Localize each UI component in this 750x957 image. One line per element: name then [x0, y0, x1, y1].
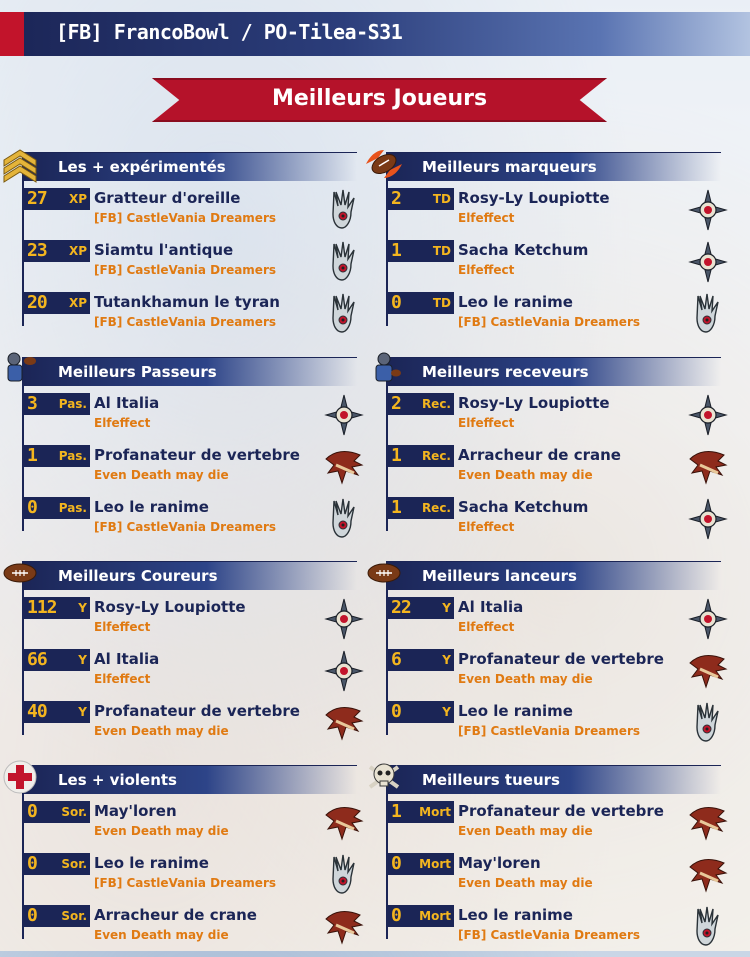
catcher-icon: [364, 349, 404, 389]
stat-value: 27: [27, 188, 47, 209]
undead-hand-icon: [688, 905, 728, 949]
section-meilleurs-coureurs: [12, 561, 357, 736]
team-name[interactable]: Even Death may die: [94, 824, 229, 838]
stat-badge: [388, 188, 454, 210]
stat-badge: [24, 188, 90, 210]
stat-badge: [388, 240, 454, 262]
player-name[interactable]: May'loren: [458, 854, 541, 872]
stat-value: 40: [27, 701, 47, 722]
stat-unit: Rec.: [421, 449, 451, 463]
player-row: [388, 905, 721, 957]
stat-value: 1: [27, 445, 37, 466]
player-row: [24, 853, 357, 905]
player-name[interactable]: Siamtu l'antique: [94, 241, 234, 259]
stat-unit: Y: [78, 601, 87, 615]
stat-badge: [24, 905, 90, 927]
stat-badge: [388, 497, 454, 519]
player-name[interactable]: Profanateur de vertebre: [94, 446, 300, 464]
player-row: [24, 801, 357, 853]
team-name[interactable]: Elfeffect: [94, 672, 151, 686]
stat-value: 22: [391, 597, 411, 618]
stat-value: 23: [27, 240, 47, 261]
dragon-wing-icon: [324, 801, 364, 845]
section-header: [22, 357, 357, 386]
player-row: [388, 188, 721, 240]
player-row: [24, 497, 357, 549]
stat-badge: [24, 853, 90, 875]
player-row: [24, 240, 357, 292]
elf-star-icon: [324, 597, 364, 641]
dragon-wing-icon: [688, 445, 728, 489]
undead-hand-icon: [324, 188, 364, 232]
team-name[interactable]: [FB] CastleVania Dreamers: [94, 520, 277, 534]
stat-unit: Mort: [419, 909, 451, 923]
section-meilleurs-marqueurs: [376, 152, 721, 327]
player-name[interactable]: Sacha Ketchum: [458, 241, 589, 259]
section-meilleurs-passeurs: [12, 357, 357, 532]
elf-star-icon: [688, 240, 728, 284]
stat-unit: Y: [442, 653, 451, 667]
section-header: [386, 152, 721, 181]
section-title: Meilleurs tueurs: [422, 771, 560, 789]
elf-star-icon: [688, 393, 728, 437]
stat-unit: Mort: [419, 805, 451, 819]
stat-value: 2: [391, 393, 401, 414]
stat-value: 0: [27, 905, 37, 926]
team-name[interactable]: Even Death may die: [94, 724, 229, 738]
elf-star-icon: [688, 188, 728, 232]
section-title: Meilleurs Passeurs: [58, 363, 217, 381]
section-title: Les + violents: [58, 771, 177, 789]
stat-unit: Pas.: [58, 397, 87, 411]
stat-unit: Rec.: [421, 501, 451, 515]
stat-badge: [388, 649, 454, 671]
team-name[interactable]: [FB] CastleVania Dreamers: [458, 928, 641, 942]
player-name[interactable]: Tutankhamun le tyran: [94, 293, 280, 311]
player-name[interactable]: Leo le ranime: [94, 854, 209, 872]
team-name[interactable]: [FB] CastleVania Dreamers: [94, 876, 277, 890]
section-meilleurs-tueurs: [376, 765, 721, 940]
stat-badge: [388, 701, 454, 723]
undead-hand-icon: [324, 292, 364, 336]
stat-value: 20: [27, 292, 47, 313]
dragon-wing-icon: [324, 701, 364, 745]
stat-badge: [24, 497, 90, 519]
stat-badge: [388, 292, 454, 314]
football-icon: [0, 553, 40, 593]
stat-unit: XP: [68, 296, 87, 310]
team-name[interactable]: Even Death may die: [458, 672, 593, 686]
section-meilleurs-lanceurs: [376, 561, 721, 736]
player-row: [24, 188, 357, 240]
section-header: [386, 561, 721, 590]
chevron-rank-icon: [0, 144, 40, 184]
player-name[interactable]: May'loren: [94, 802, 177, 820]
stat-badge: [388, 393, 454, 415]
stat-value: 1: [391, 240, 401, 261]
player-row: [24, 649, 357, 701]
stat-badge: [388, 801, 454, 823]
team-name[interactable]: [FB] CastleVania Dreamers: [94, 211, 277, 225]
skull-icon: [364, 757, 404, 797]
stat-unit: Y: [442, 705, 451, 719]
stat-unit: Y: [78, 653, 87, 667]
page-title: [FB] FrancoBowl / PO-Tilea-S31: [56, 20, 403, 44]
stat-value: 1: [391, 445, 401, 466]
player-row: [388, 801, 721, 853]
player-name[interactable]: Al Italia: [458, 598, 524, 616]
stat-value: 66: [27, 649, 47, 670]
player-name[interactable]: Profanateur de vertebre: [458, 650, 664, 668]
stat-unit: TD: [432, 296, 451, 310]
thrower-icon: [0, 349, 40, 389]
stat-value: 0: [391, 853, 401, 874]
team-name[interactable]: [FB] CastleVania Dreamers: [458, 315, 641, 329]
dragon-wing-icon: [688, 801, 728, 845]
stat-value: 3: [27, 393, 37, 414]
red-cross-icon: [0, 757, 40, 797]
player-name[interactable]: Arracheur de crane: [458, 446, 621, 464]
player-row: [24, 292, 357, 344]
player-row: [388, 240, 721, 292]
section-header: [386, 357, 721, 386]
player-name[interactable]: Leo le ranime: [458, 293, 573, 311]
player-row: [388, 393, 721, 445]
stat-unit: TD: [432, 192, 451, 206]
elf-star-icon: [324, 649, 364, 693]
stat-badge: [388, 597, 454, 619]
dragon-wing-icon: [324, 445, 364, 489]
stat-badge: [24, 649, 90, 671]
stat-badge: [24, 701, 90, 723]
flaming-ball-icon: [364, 144, 404, 184]
stat-unit: Y: [442, 601, 451, 615]
football-icon: [364, 553, 404, 593]
player-row: [388, 853, 721, 905]
player-name[interactable]: Leo le ranime: [94, 498, 209, 516]
section-title: Meilleurs marqueurs: [422, 158, 597, 176]
team-name[interactable]: Elfeffect: [458, 263, 515, 277]
player-name[interactable]: Profanateur de vertebre: [94, 702, 300, 720]
section-title: Meilleurs Coureurs: [58, 567, 218, 585]
section-les-experimentes: [12, 152, 357, 327]
team-name[interactable]: Elfeffect: [94, 620, 151, 634]
section-banner: [152, 78, 607, 122]
stat-value: 2: [391, 188, 401, 209]
team-name[interactable]: [FB] CastleVania Dreamers: [94, 315, 277, 329]
player-name[interactable]: Leo le ranime: [458, 906, 573, 924]
player-row: [24, 445, 357, 497]
stat-value: 1: [391, 801, 401, 822]
elf-star-icon: [324, 393, 364, 437]
stat-value: 1: [391, 497, 401, 518]
stat-unit: XP: [68, 192, 87, 206]
undead-hand-icon: [688, 292, 728, 336]
stat-value: 0: [391, 701, 401, 722]
stat-badge: [24, 597, 90, 619]
section-title: Meilleurs receveurs: [422, 363, 589, 381]
player-name[interactable]: Rosy-Ly Loupiotte: [458, 189, 610, 207]
section-title: Meilleurs lanceurs: [422, 567, 577, 585]
section-header: [22, 561, 357, 590]
stat-value: 0: [391, 905, 401, 926]
section-meilleurs-receveurs: [376, 357, 721, 532]
dragon-wing-icon: [688, 853, 728, 897]
header-bar: [0, 12, 750, 56]
player-name[interactable]: Sacha Ketchum: [458, 498, 589, 516]
team-name[interactable]: Even Death may die: [458, 468, 593, 482]
undead-hand-icon: [688, 701, 728, 745]
player-row: [24, 393, 357, 445]
stat-unit: TD: [432, 244, 451, 258]
team-name[interactable]: Elfeffect: [458, 520, 515, 534]
player-row: [388, 649, 721, 701]
player-row: [388, 597, 721, 649]
stat-unit: Sor.: [61, 857, 87, 871]
elf-star-icon: [688, 597, 728, 641]
team-name[interactable]: Elfeffect: [458, 211, 515, 225]
team-name[interactable]: Even Death may die: [458, 876, 593, 890]
section-title: Les + expérimentés: [58, 158, 226, 176]
player-row: [24, 597, 357, 649]
stat-badge: [24, 393, 90, 415]
banner-title: Meilleurs Joueurs: [271, 86, 488, 111]
undead-hand-icon: [324, 240, 364, 284]
stat-value: 112: [27, 597, 57, 618]
team-name[interactable]: Elfeffect: [458, 416, 515, 430]
stat-badge: [24, 445, 90, 467]
player-name[interactable]: Gratteur d'oreille: [94, 189, 241, 207]
stat-value: 6: [391, 649, 401, 670]
team-name[interactable]: Even Death may die: [94, 928, 229, 942]
stat-badge: [388, 445, 454, 467]
player-row: [388, 292, 721, 344]
stat-unit: Sor.: [61, 909, 87, 923]
stat-badge: [24, 292, 90, 314]
team-name[interactable]: [FB] CastleVania Dreamers: [94, 263, 277, 277]
stat-unit: Rec.: [421, 397, 451, 411]
stat-value: 0: [27, 853, 37, 874]
stat-unit: XP: [68, 244, 87, 258]
stat-unit: Sor.: [61, 805, 87, 819]
undead-hand-icon: [324, 497, 364, 541]
player-row: [388, 701, 721, 753]
player-name[interactable]: Rosy-Ly Loupiotte: [94, 598, 246, 616]
dragon-wing-icon: [688, 649, 728, 693]
stat-value: 0: [27, 497, 37, 518]
stat-badge: [24, 240, 90, 262]
stat-unit: Mort: [419, 857, 451, 871]
player-name[interactable]: Al Italia: [94, 394, 160, 412]
stat-value: 0: [27, 801, 37, 822]
stat-unit: Y: [78, 705, 87, 719]
player-row: [388, 445, 721, 497]
dragon-wing-icon: [324, 905, 364, 949]
elf-star-icon: [688, 497, 728, 541]
player-name[interactable]: Rosy-Ly Loupiotte: [458, 394, 610, 412]
stat-badge: [388, 905, 454, 927]
team-name[interactable]: Elfeffect: [458, 620, 515, 634]
team-name[interactable]: Even Death may die: [458, 824, 593, 838]
player-name[interactable]: Al Italia: [94, 650, 160, 668]
section-header: [22, 152, 357, 181]
stat-badge: [24, 801, 90, 823]
team-name[interactable]: [FB] CastleVania Dreamers: [458, 724, 641, 738]
team-name[interactable]: Elfeffect: [94, 416, 151, 430]
stat-unit: Pas.: [58, 501, 87, 515]
section-les-violents: [12, 765, 357, 940]
undead-hand-icon: [324, 853, 364, 897]
section-header: [386, 765, 721, 794]
player-name[interactable]: Profanateur de vertebre: [458, 802, 664, 820]
stat-badge: [388, 853, 454, 875]
player-name[interactable]: Leo le ranime: [458, 702, 573, 720]
player-row: [24, 905, 357, 957]
stat-unit: Pas.: [58, 449, 87, 463]
player-row: [24, 701, 357, 753]
header-accent: [0, 12, 24, 56]
team-name[interactable]: Even Death may die: [94, 468, 229, 482]
section-header: [22, 765, 357, 794]
player-name[interactable]: Arracheur de crane: [94, 906, 257, 924]
stat-value: 0: [391, 292, 401, 313]
player-row: [388, 497, 721, 549]
